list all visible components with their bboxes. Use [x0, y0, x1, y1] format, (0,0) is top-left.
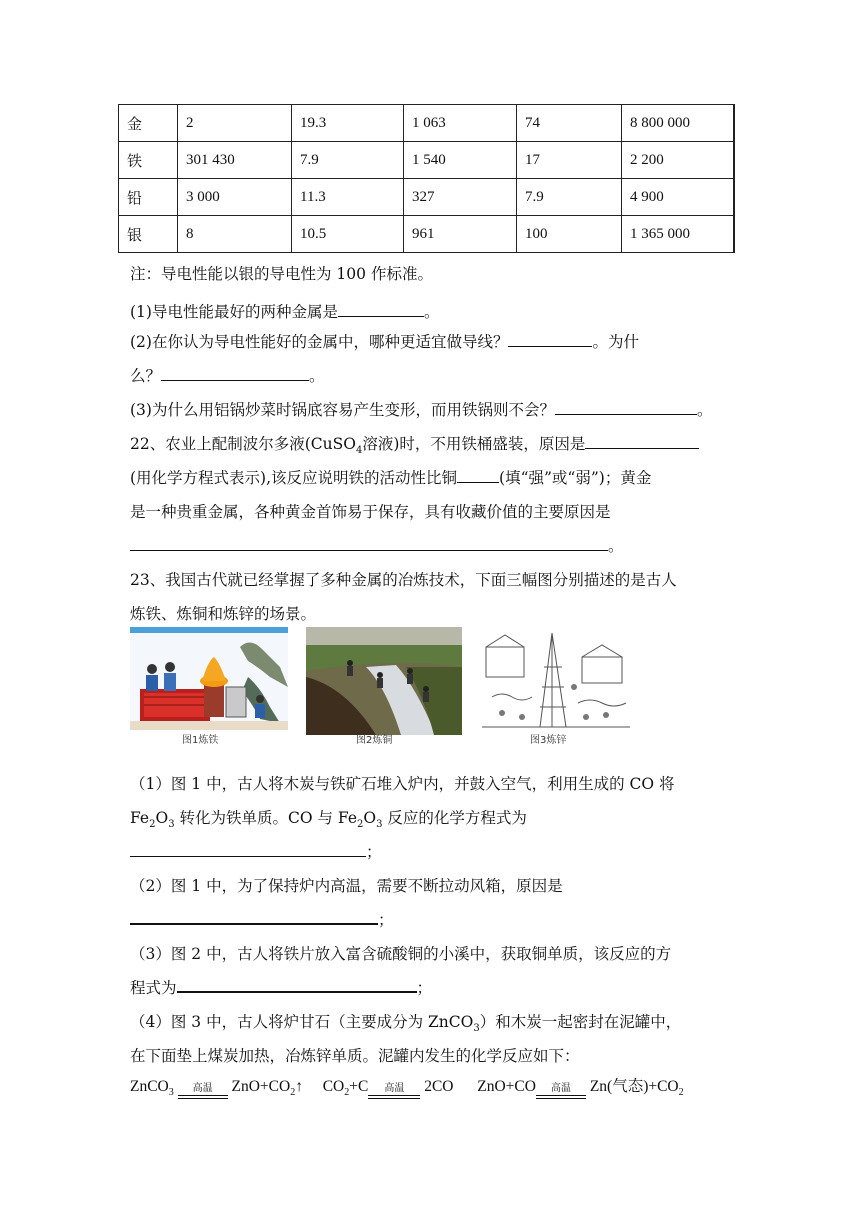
- q23-line1: 23、我国古代就已经掌握了多种金属的冶炼技术，下面三幅图分别描述的是古人: [130, 571, 677, 589]
- table-cell: 1 540: [404, 142, 517, 179]
- answer-blank[interactable]: [338, 302, 424, 317]
- q23-line2: 炼铁、炼铜和炼锌的场景。: [130, 605, 317, 623]
- answer-blank[interactable]: [177, 977, 417, 993]
- answer-blank[interactable]: [508, 332, 592, 347]
- table-cell: 961: [404, 216, 517, 253]
- q21-part1: (1)导电性能最好的两种金属是 。: [130, 303, 440, 321]
- table-row: [119, 179, 734, 216]
- copper-smelting-illustration: [306, 627, 462, 735]
- table-row: [119, 216, 734, 253]
- smelting-figures: [130, 627, 630, 746]
- table-cell: 1 365 000: [622, 216, 734, 253]
- table-cell: 19.3: [292, 105, 404, 142]
- answer-blank[interactable]: [457, 468, 499, 483]
- q23-sub1-line1: （1）图 1 中，古人将木炭与铁矿石堆入炉内，并鼓入空气，利用生成的 CO 将: [130, 775, 675, 793]
- q23-sub3-line1: （3）图 2 中，古人将铁片放入富含硫酸铜的小溪中，获取铜单质，该反应的方: [130, 945, 672, 963]
- high-temp-condition: 高温: [536, 1083, 586, 1099]
- figure1-caption: 图1炼铁: [182, 735, 219, 746]
- table-cell: 10.5: [292, 216, 404, 253]
- table-cell: 301 430: [178, 142, 292, 179]
- zinc-smelting-illustration: [482, 627, 630, 733]
- q22-line3: 是一种贵重金属，各种黄金首饰易于保存，具有收藏价值的主要原因是: [130, 503, 611, 521]
- q21-part3: (3)为什么用铝锅炒菜时锅底容易产生变形，而用铁锅则不会？ 。: [130, 401, 713, 419]
- q22-line2: (用化学方程式表示),该反应说明铁的活动性比铜 (填“强”或“弱”)；黄金: [130, 469, 652, 487]
- answer-blank[interactable]: [161, 366, 309, 381]
- q21-part2-line2: 么？ 。: [130, 367, 325, 385]
- high-temp-condition: 高温: [178, 1083, 228, 1099]
- answer-blank[interactable]: [555, 400, 697, 415]
- q23-sub3-line2: 程式为 ；: [130, 979, 433, 997]
- q23-sub2-answer: ；: [130, 908, 394, 930]
- zinc-reactions-equations: [130, 1074, 684, 1099]
- q23-sub2-line1: （2）图 1 中，为了保持炉内高温，需要不断拉动风箱，原因是: [130, 877, 563, 895]
- answer-blank[interactable]: [585, 434, 699, 449]
- q23-sub1-answer: ；: [130, 840, 382, 862]
- table-cell: 11.3: [292, 179, 404, 216]
- q21-part2-line1: (2)在你认为导电性能好的金属中，哪种更适宜做导线？ 。为什: [130, 333, 639, 351]
- q22-line4: 。: [130, 534, 624, 556]
- figure3-caption: 图3炼锌: [530, 735, 567, 746]
- q23-sub4-line2: 在下面垫上煤炭加热，冶炼锌单质。泥罐内发生的化学反应如下：: [130, 1047, 580, 1065]
- metal-name-cell: 铅: [119, 179, 178, 216]
- table-cell: 1 063: [404, 105, 517, 142]
- q23-sub1-line2: $Fe_2O_3$ 转化为铁单质。CO 与 $Fe_2O_3$ 反应的化学方程式为: [130, 809, 527, 831]
- equation-1: ZnCO$_3$ 高温 $ZnO+CO_2↑$: [130, 1078, 303, 1099]
- table-cell: 7.9: [292, 142, 404, 179]
- table-cell: 17: [517, 142, 622, 179]
- answer-blank[interactable]: [130, 842, 366, 857]
- table-cell: 74: [517, 105, 622, 142]
- metal-name-cell: 铁: [119, 142, 178, 179]
- table-cell: 100: [517, 216, 622, 253]
- equation-3: ZnO+CO 高温 Zn(气态)$+CO_2$: [477, 1078, 684, 1099]
- high-temp-condition: 高温: [368, 1083, 420, 1099]
- table-row: [119, 105, 734, 142]
- table-row: [119, 142, 734, 179]
- metal-name-cell: 银: [119, 216, 178, 253]
- figure2-caption: 图2炼铜: [356, 735, 393, 746]
- q22-line1: 22、农业上配制波尔多液(CuSO$_4$溶液)时，不用铁桶盛装，原因是: [130, 432, 699, 456]
- table-cell: 7.9: [517, 179, 622, 216]
- table-cell: 327: [404, 179, 517, 216]
- equation-2: $CO_2+C$ 高温 2CO: [322, 1078, 454, 1099]
- table-cell: 2: [178, 105, 292, 142]
- q23-sub4-line1: （4）图 3 中，古人将炉甘石（主要成分为 ZnCO$_3$）和木炭一起密封在泥罐中，: [130, 1013, 682, 1035]
- answer-blank[interactable]: [130, 536, 608, 551]
- table-cell: 8: [178, 216, 292, 253]
- metal-name-cell: 金: [119, 105, 178, 142]
- answer-blank[interactable]: [130, 909, 378, 925]
- table-cell: 2 200: [622, 142, 734, 179]
- iron-smelting-illustration: [130, 627, 288, 730]
- table-cell: 4 900: [622, 179, 734, 216]
- table-cell: 8 800 000: [622, 105, 734, 142]
- table-note: 注：导电性能以银的导电性为 100 作标准。: [130, 265, 433, 283]
- table-cell: 3 000: [178, 179, 292, 216]
- metal-properties-table: [118, 104, 735, 253]
